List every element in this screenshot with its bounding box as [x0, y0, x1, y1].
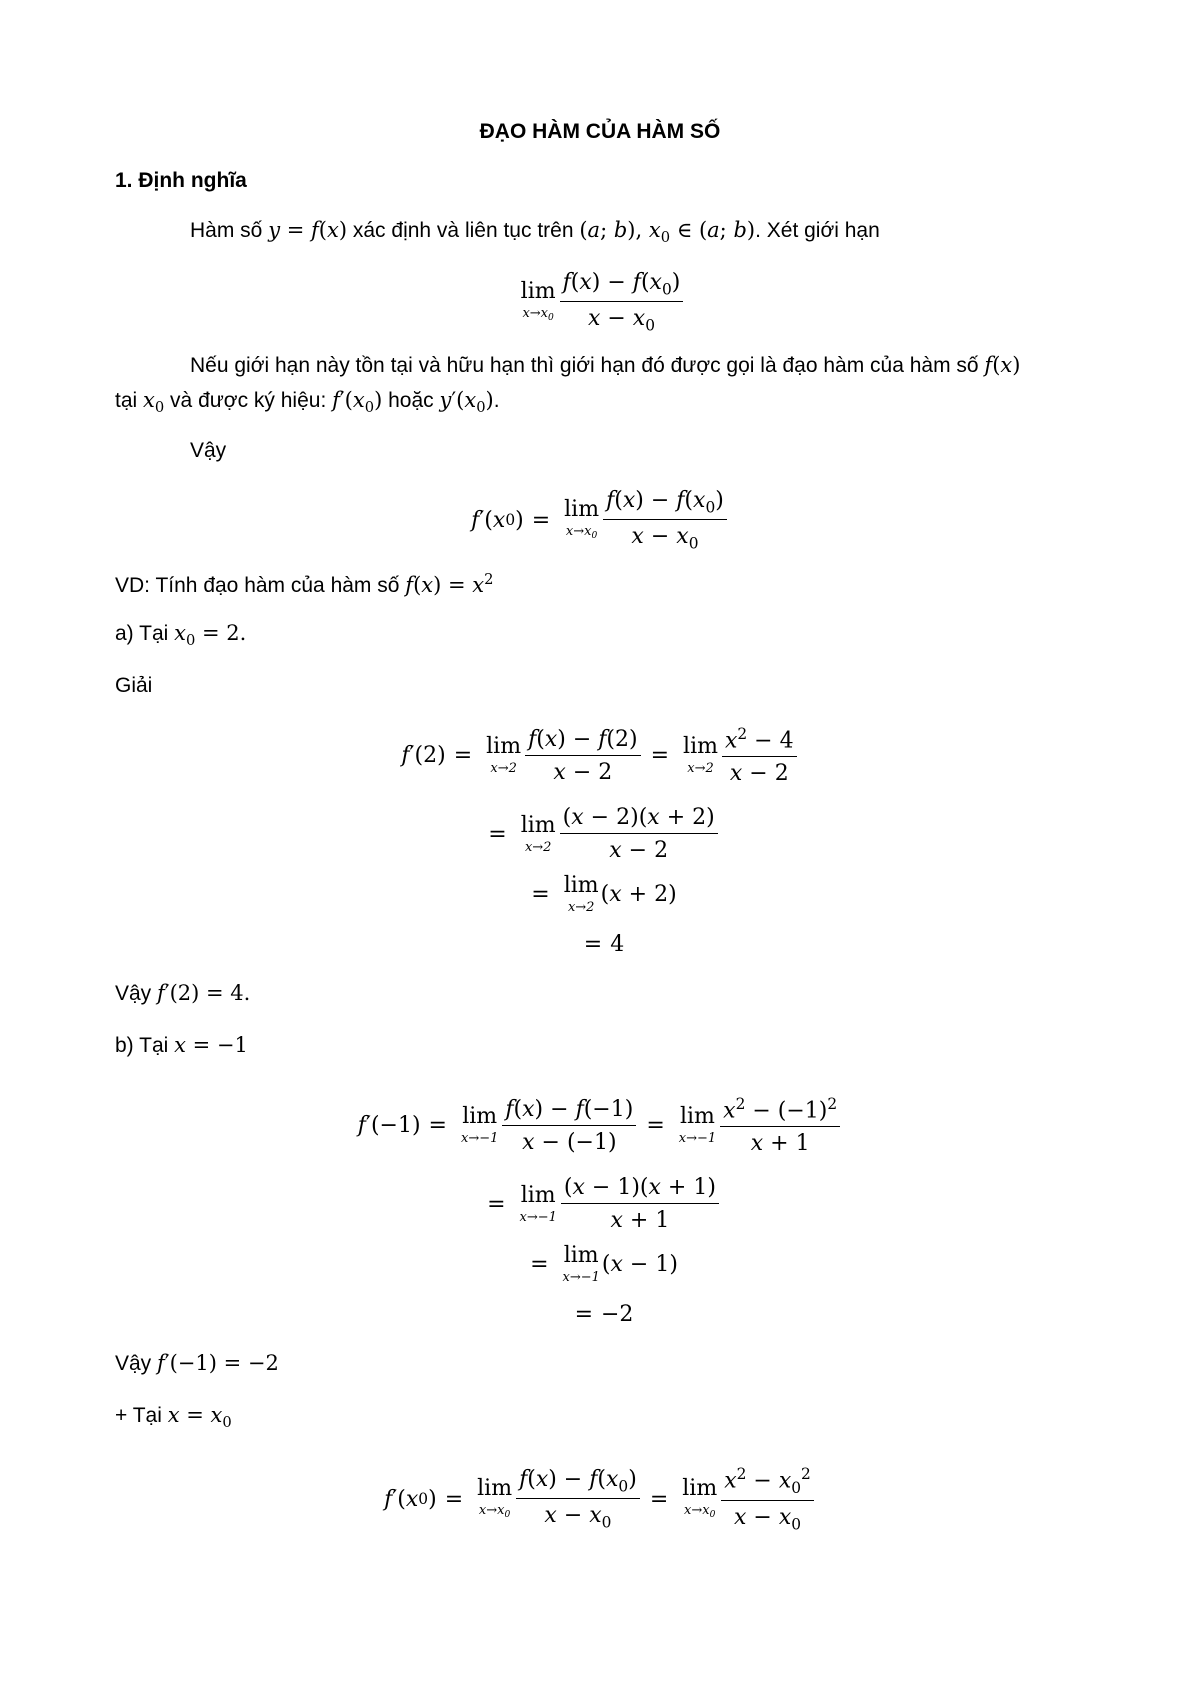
part-a-line: a) Tại $x_0 = 2$. — [115, 621, 247, 650]
solution-c-step-1: f ′( x 0 ) = lim $x\to x_0$ $\frac{f(x) - f(x_0)}{x - x_0}$ = lim $x\to x_0$ $\frac{x^2 - x_0^2}{x - x_0}$ — [0, 1465, 1200, 1533]
page-title: ĐẠO HÀM CỦA HÀM SỐ — [479, 120, 721, 143]
paragraph-line-1: Nếu giới hạn này tồn tại và hữu hạn thì giới hạn đó được gọi là đạo hàm của hàm số f(x) — [190, 353, 1021, 377]
vay-label: Vậy — [190, 439, 227, 462]
solution-b-step-3: = lim x→−1 (x − 1) — [530, 1243, 678, 1285]
giai-label: Giải — [115, 674, 153, 697]
equation-limit-definition: lim $x\to x_0$ $\frac{f(x) - f(x_0)}{x - x_0}$ — [0, 270, 1200, 335]
solution-b-step-4: = −2 — [574, 1302, 634, 1327]
conclusion-a: Vậy f′(2) = 4. — [115, 981, 251, 1005]
equation-derivative-definition: f ′( x 0 ) = lim $x\to x_0$ $\frac{f(x) - f(x_0)}{x - x_0}$ — [0, 488, 1200, 553]
part-b-line: b) Tại x = −1 — [115, 1033, 248, 1057]
solution-a-step-1: f ′(2) = lim x→2 $\frac{f(x) - f(2)}{x - 2}$ = lim x→2 $\frac{x^2 - 4}{x - 2}$ — [0, 725, 1200, 786]
conclusion-b: Vậy f′(−1) = −2 — [115, 1351, 279, 1375]
section-heading: 1. Định nghĩa — [115, 169, 247, 192]
solution-b-step-2: = lim x→−1 $\frac{(x - 1)(x + 1)}{x + 1}$ — [0, 1175, 1200, 1233]
intro-line: Hàm số y = f(x) xác định và liên tục trên (a; b), $x_0$ ∈ (a; b). Xét giới hạn — [190, 218, 880, 247]
part-c-line: + Tại $x = x_0$ — [115, 1403, 232, 1432]
example-line: VD: Tính đạo hàm của hàm số $f(x) = x^2$ — [115, 571, 494, 598]
solution-b-step-1: f ′(−1) = lim x→−1 $\frac{f(x) - f(-1)}{x - (-1)}$ = lim x→−1 $\frac{x^2 - (-1)^2}{x + 1}$ — [0, 1095, 1200, 1156]
solution-a-step-3: = lim x→2 (x + 2) — [531, 873, 677, 915]
solution-a-step-4: = 4 — [583, 932, 625, 957]
paragraph-line-2: tại $x_0$ và được ký hiệu: $f'(x_0)$ hoặc $y'(x_0)$. — [115, 388, 500, 417]
solution-a-step-2: = lim x→2 $\frac{(x - 2)(x + 2)}{x - 2}$ — [0, 805, 1200, 863]
